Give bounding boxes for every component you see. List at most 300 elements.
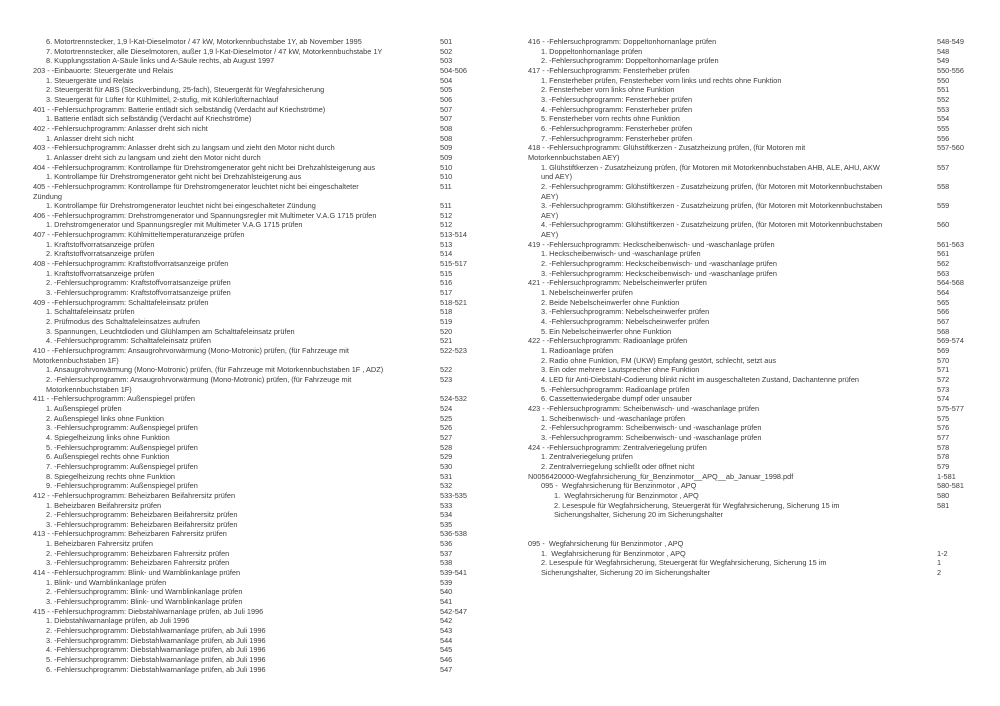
toc-row [33,587,478,597]
toc-entry-text: 3. -Fehlersuchprogramm: Glühstiftkerzen - Zusatzheizung prüfen, (für Motoren mit Motorkennbuchstaben [541,201,883,211]
toc-page-number: 524-532 [440,394,467,404]
toc-row [528,375,973,385]
toc-page-number: 1-581 [937,471,956,481]
toc-page-number: 511 [440,181,452,191]
toc-page-number: 559 [937,201,950,211]
toc-entry-text: AEY) [541,230,559,240]
toc-row-continuation [528,510,973,520]
toc-row [528,365,973,375]
toc-page-number: 568 [937,326,950,336]
toc-entry-text: 3. -Fehlersuchprogramm: Heckscheibenwisch- und -waschanlage prüfen [541,268,777,278]
toc-entry-text: 3. -Fehlersuchprogramm: Beheizbaren Fahrersitz prüfen [46,558,230,568]
toc-page-number: 540 [440,587,453,597]
toc-entry-text: 6. Cassettenwiedergabe dumpf oder unsauber [541,394,693,404]
toc-row [528,443,973,453]
toc-page-number: 547 [440,664,453,674]
toc-entry-text: 4. Spiegelheizung links ohne Funktion [46,432,170,442]
toc-entry-text: 8. Spiegelheizung rechts ohne Funktion [46,471,176,481]
toc-entry-text: 6. -Fehlersuchprogramm: Diebstahlwarnanlage prüfen, ab Juli 1996 [46,664,266,674]
toc-entry-text: 5. Fensterheber vorn rechts ohne Funktion [541,114,680,124]
toc-page-number: 536-538 [440,529,467,539]
toc-page-number: 537 [440,548,453,558]
toc-row [33,558,478,568]
toc-row [528,414,973,424]
toc-entry-text: 1. Beheizbaren Beifahrersitz prüfen [46,500,162,510]
toc-page-number: 505 [440,85,453,95]
toc-entry-text: Sicherungshalter, Sicherung 20 im Sicherungshalter [541,568,711,578]
toc-page-number: 563 [937,268,950,278]
toc-page-number: 555 [937,123,950,133]
toc-entry-text: 408 - -Fehlersuchprogramm: Kraftstoffvorratsanzeige prüfen [33,259,229,269]
toc-row [33,452,478,462]
toc-entry-text: 1. Heckscheibenwisch- und -waschanlage prüfen [541,249,701,259]
toc-row [33,462,478,472]
toc-row [33,105,478,115]
toc-page-number: 542-547 [440,606,467,616]
toc-page-number: 551 [937,85,950,95]
toc-page-number: 574 [937,394,950,404]
toc-entry-text: 402 - -Fehlersuchprogramm: Anlasser dreht sich nicht [33,123,208,133]
toc-entry-text: 1. Batterie entlädt sich selbständig (Verdacht auf Kriechströme) [46,114,252,124]
toc-row [528,298,973,308]
toc-row [528,356,973,366]
toc-row [33,317,478,327]
toc-row [528,85,973,95]
toc-row [33,491,478,501]
toc-row [33,66,478,76]
toc-entry-text: 4. -Fehlersuchprogramm: Schalttafeleinsatz prüfen [46,336,211,346]
toc-row [33,529,478,539]
toc-row [33,472,478,482]
toc-page-number: 536 [440,539,453,549]
toc-page-number: 524 [440,403,453,413]
toc-row [528,288,973,298]
toc-page-number: 1 [937,558,942,568]
toc-row [33,443,478,453]
toc-page-number: 503 [440,56,453,66]
toc-entry-text: 2. -Fehlersuchprogramm: Ansaugrohrvorwärmung (Mono-Motronic) prüfen, (für Fahrzeuge mit [46,374,352,384]
toc-page-number: 510 [440,162,453,172]
toc-row [33,346,478,356]
toc-entry-text: 2. -Fehlersuchprogramm: Scheibenwisch- und -waschanlage prüfen [541,423,762,433]
toc-entry-text: 2. Radio ohne Funktion, FM (UKW) Empfang gestört, schlecht, setzt aus [541,355,777,365]
toc-row [528,240,973,250]
toc-row [33,172,478,182]
toc-row [33,481,478,491]
toc-entry-text: 417 - -Fehlersuchprogramm: Fensterheber prüfen [528,65,690,75]
toc-page-number: 539 [440,577,453,587]
toc-entry-text: 1. Fensterheber prüfen, Fensterheber vorn links und rechts ohne Funktion [541,75,782,85]
toc-entry-text: 1. Zentralveriegelung prüfen [541,452,633,462]
toc-page-number: 527 [440,432,453,442]
toc-row [33,307,478,317]
toc-row [528,201,973,211]
toc-entry-text: 1. Wegfahrsicherung für Benzinmotor , APQ [541,548,686,558]
toc-entry-text: 2. -Fehlersuchprogramm: Blink- und Warnblinkanlage prüfen [46,587,243,597]
toc-row [33,375,478,385]
toc-entry-text: 3. -Fehlersuchprogramm: Scheibenwisch- und -waschanlage prüfen [541,432,762,442]
toc-page-number: 558 [937,181,950,191]
toc-page-number: 516 [440,278,453,288]
toc-row [33,597,478,607]
toc-entry-text: 1. Ansaugrohrvorwärmung (Mono-Motronic) prüfen, (für Fahrzeuge mit Motorkennbuchstaben 1F , ADZ) [46,365,384,375]
toc-row [528,56,973,66]
toc-row [528,269,973,279]
toc-entry-text: 9. -Fehlersuchprogramm: Außenspiegel prüfen [46,481,198,491]
toc-row [528,114,973,124]
toc-page-number: 531 [440,471,453,481]
toc-page-number: 575 [937,413,950,423]
toc-entry-text: 424 - -Fehlersuchprogramm: Zentralveriegelung prüfen [528,442,707,452]
toc-row [33,56,478,66]
toc-entry-text: 406 - -Fehlersuchprogramm: Drehstromgenerator und Spannungsregler mit Multimeter V.A.G 1715 prüfen [33,210,377,220]
toc-entry-text: 5. -Fehlersuchprogramm: Außenspiegel prüfen [46,442,198,452]
toc-entry-text: 1. Anlasser dreht sich nicht [46,133,134,143]
toc-row [528,249,973,259]
toc-entry-text: 1. Doppeltonhornanlage prüfen [541,46,643,56]
toc-entry-text: 418 - -Fehlersuchprogramm: Glühstiftkerzen - Zusatzheizung prüfen, (für Motoren mit [528,143,806,153]
toc-entry-text: 1. Blink- und Warnblinkanlage prüfen [46,577,167,587]
toc-page-number: 572 [937,374,950,384]
toc-row-continuation [528,192,973,202]
toc-page-number: 565 [937,297,950,307]
toc-page-number: 545 [440,645,453,655]
toc-entry-text: 411 - -Fehlersuchprogramm: Außenspiegel prüfen [33,394,195,404]
toc-entry-text: 4. -Fehlersuchprogramm: Fensterheber prüfen [541,104,693,114]
toc-entry-text: 2. -Fehlersuchprogramm: Kraftstoffvorratsanzeige prüfen [46,278,231,288]
toc-row [33,414,478,424]
toc-page-number: 518-521 [440,297,467,307]
toc-entry-text: 1. Radioanlage prüfen [541,346,614,355]
toc-page-number: 580 [937,490,950,500]
toc-row [528,433,973,443]
toc-entry-text: 1. Beheizbaren Fahrersitz prüfen [46,539,153,549]
toc-entry-text: 3. -Fehlersuchprogramm: Außenspiegel prüfen [46,423,198,433]
toc-row [33,230,478,240]
toc-entry-text: 2. Beide Nebelscheinwerfer ohne Funktion [541,297,680,307]
toc-row [33,153,478,163]
toc-page-number: 504 [440,75,453,85]
toc-row [33,423,478,433]
toc-row [528,549,973,559]
toc-row [33,37,478,47]
toc-entry-text: Motorkennbuchstaben 1F) [33,355,119,365]
toc-row [528,124,973,134]
toc-page-number: 580-581 [937,481,964,491]
toc-row [33,240,478,250]
toc-entry-text: N0056420000-Wegfahrsicherung_für_Benzinmotor__APQ__ab_Januar_1998.pdf [528,471,794,481]
toc-entry-text: 8. Kupplungsstation A-Säule links und A-Säule rechts, ab August 1997 [46,56,275,66]
toc-page-number: 576 [937,423,950,433]
toc-row [33,134,478,144]
toc-row [33,616,478,626]
toc-row [528,47,973,57]
toc-entry-text: 1. Anlasser dreht sich zu langsam und zieht den Motor nicht durch [46,152,261,162]
toc-page-number: 519 [440,317,453,327]
toc-row [528,220,973,230]
toc-entry-text: 413 - -Fehlersuchprogramm: Beheizbaren Fahrersitz prüfen [33,529,227,539]
toc-row [33,549,478,559]
toc-entry-text: 423 - -Fehlersuchprogramm: Scheibenwisch- und -waschanlage prüfen [528,403,760,413]
toc-page-number: 534 [440,510,453,520]
toc-entry-text: 3. -Fehlersuchprogramm: Kraftstoffvorratsanzeige prüfen [46,288,231,298]
toc-row [33,124,478,134]
toc-page-number: 560 [937,220,950,230]
toc-entry-text: und AEY) [541,172,573,182]
toc-row [528,385,973,395]
toc-entry-text: 2. Zentralverriegelung schließt oder öffnet nicht [541,461,695,471]
toc-page-number: 535 [440,519,453,529]
toc-page-number: 509 [440,143,453,153]
toc-entry-text: 095 - Wegfahrsicherung für Benzinmotor , APQ [541,481,697,491]
toc-entry-text: 2. -Fehlersuchprogramm: Diebstahlwarnanlage prüfen, ab Juli 1996 [46,626,266,636]
toc-entry-text: 7. -Fehlersuchprogramm: Außenspiegel prüfen [46,461,198,471]
toc-entry-text: 1. Kontrollampe für Drehstromgenerator leuchtet nicht bei eingeschalteter Zündung [46,201,316,211]
toc-entry-text: 4. -Fehlersuchprogramm: Glühstiftkerzen - Zusatzheizung prüfen, (für Motoren mit Motorkennbuchstaben [541,220,883,230]
toc-entry-text: 405 - -Fehlersuchprogramm: Kontrollampe für Drehstromgenerator leuchtet nicht bei eingeschalteter [33,181,359,191]
toc-entry-text: 421 - -Fehlersuchprogramm: Nebelscheinwerfer prüfen [528,278,707,288]
toc-row [528,327,973,337]
toc-entry-text: 4. -Fehlersuchprogramm: Nebelscheinwerfer prüfen [541,317,710,327]
toc-entry-text: 095 - Wegfahrsicherung für Benzinmotor , APQ [528,539,684,549]
toc-row [528,472,973,482]
toc-page-number: 567 [937,317,950,327]
toc-entry-text: 6. -Fehlersuchprogramm: Fensterheber prüfen [541,123,693,133]
toc-row [33,655,478,665]
toc-page-number: 538 [440,558,453,568]
toc-entry-text: Motorkennbuchstaben 1F) [46,384,132,394]
toc-row [528,346,973,356]
toc-row-continuation [33,356,478,366]
toc-entry-text: 3. Steuergerät für Lüfter für Kühlmittel, 2-stufig, mit Kühlerlüfternachlauf [46,94,279,104]
toc-page-number: 528 [440,442,453,452]
toc-row [33,510,478,520]
toc-page-number: 575-577 [937,403,964,413]
toc-page-number: 557-560 [937,143,964,153]
toc-page-number: 2 [937,568,942,578]
toc-entry-text: 1. Kraftstoffvorratsanzeige prüfen [46,239,155,249]
toc-entry-text: 3. -Fehlersuchprogramm: Nebelscheinwerfer prüfen [541,307,710,317]
toc-row [528,336,973,346]
toc-entry-text: 2. -Fehlersuchprogramm: Beheizbaren Fahrersitz prüfen [46,548,230,558]
toc-row [33,76,478,86]
toc-entry-text: 2. Kraftstoffvorratsanzeige prüfen [46,249,155,259]
toc-page-number: 557 [937,162,950,172]
toc-entry-text: 409 - -Fehlersuchprogramm: Schalttafeleinsatz prüfen [33,297,209,307]
toc-page-number: 533-535 [440,490,467,500]
toc-entry-text: 2. -Fehlersuchprogramm: Heckscheibenwisch- und -waschanlage prüfen [541,259,777,269]
toc-page-number: 562 [937,259,950,269]
toc-page-number: 526 [440,423,453,433]
toc-entry-text: 1. Diebstahlwarnanlage prüfen, ab Juli 1996 [46,616,190,626]
toc-row [33,163,478,173]
toc-page-number: 556 [937,133,950,143]
toc-page-number: 533 [440,500,453,510]
toc-page-number: 522-523 [440,346,467,355]
toc-page-number: 553 [937,104,950,114]
toc-page-number: 577 [937,432,950,442]
toc-page-number: 522 [440,365,453,375]
toc-row [33,501,478,511]
toc-page-number: 548-549 [937,37,964,46]
toc-entry-text: 1. Drehstromgenerator und Spannungsregler mit Multimeter V.A.G 1715 prüfen [46,220,303,230]
toc-page-number: 509 [440,152,453,162]
toc-row [528,481,973,491]
toc-page-number: 520 [440,326,453,336]
toc-row [528,259,973,269]
toc-row [33,404,478,414]
toc-page-number: 542 [440,616,453,626]
toc-row [33,211,478,221]
toc-column-left [33,37,478,674]
toc-entry-text: 2. Prüfmodus des Schalttafeleinsatzes aufrufen [46,317,200,327]
toc-page-number: 564-568 [937,278,964,288]
toc-entry-text: 2. Außenspiegel links ohne Funktion [46,413,164,423]
toc-row [528,491,973,501]
toc-page-number: 517 [440,288,453,298]
toc-entry-text: 1. Kraftstoffvorratsanzeige prüfen [46,268,155,278]
toc-page-number: 566 [937,307,950,317]
toc-page-number: 513-514 [440,230,467,240]
toc-row [528,278,973,288]
toc-page-number: 514 [440,249,453,259]
toc-page-number: 561 [937,249,950,259]
toc-row-continuation [528,211,973,221]
toc-page-number: 554 [937,114,950,124]
toc-row [528,66,973,76]
toc-page-number: 518 [440,307,453,317]
toc-page-number: 504-506 [440,65,467,75]
toc-entry-text: Sicherungshalter, Sicherung 20 im Sicherungshalter [554,510,724,520]
toc-entry-text: 4. LED für Anti-Diebstahl-Codierung blinkt nicht im ausgeschalteten Zustand, Dachantenne prüfen [541,374,860,384]
toc-entry-text: 2. Fensterheber vorn links ohne Funktion [541,85,675,95]
toc-row [528,394,973,404]
toc-entry-text: 3. Spannungen, Leuchtdioden und Glühlampen am Schalttafeleinsatz prüfen [46,326,295,336]
toc-entry-text: 2. Steuergerät für ABS (Steckverbindung, 25-fach), Steuergerät für Wegfahrsicherung [46,85,325,95]
toc-page-number: 578 [937,442,950,452]
toc-row [33,520,478,530]
toc-page-number: 529 [440,452,453,462]
toc-page-number: 507 [440,114,453,124]
toc-page-number: 539-541 [440,568,467,578]
toc-page-number: 541 [440,597,453,607]
toc-entry-text: 1. Außenspiegel prüfen [46,403,122,413]
toc-page-number: 525 [440,413,453,423]
toc-entry-text: 422 - -Fehlersuchprogramm: Radioanlage prüfen [528,336,688,346]
toc-page-number: 507 [440,104,453,114]
toc-row [33,327,478,337]
toc-row [528,568,973,578]
toc-entry-text: 3. -Fehlersuchprogramm: Diebstahlwarnanlage prüfen, ab Juli 1996 [46,635,266,645]
toc-entry-text: 3. -Fehlersuchprogramm: Beheizbaren Beifahrersitz prüfen [46,519,238,529]
toc-row-continuation [528,230,973,240]
toc-row [528,452,973,462]
toc-entry-text: Zündung [33,191,62,201]
toc-row [33,288,478,298]
toc-row [33,278,478,288]
toc-entry-text: 419 - -Fehlersuchprogramm: Heckscheibenwisch- und -waschanlage prüfen [528,239,775,249]
toc-entry-text: 415 - -Fehlersuchprogramm: Diebstahlwarnanlage prüfen, ab Juli 1996 [33,606,264,616]
toc-page-number: 512 [440,210,453,220]
toc-row [528,105,973,115]
toc-entry-text: 3. -Fehlersuchprogramm: Fensterheber prüfen [541,94,693,104]
toc-page-number: 508 [440,133,453,143]
toc-row [33,220,478,230]
toc-row [33,182,478,192]
toc-page-number: 510 [440,172,453,182]
toc-entry-text: 1. Wegfahrsicherung für Benzinmotor , APQ [554,490,699,500]
toc-row [33,394,478,404]
toc-page-number: 508 [440,123,453,133]
toc-row [528,404,973,414]
toc-row [33,259,478,269]
toc-entry-text: 2. Lesespule für Wegfahrsicherung, Steuergerät für Wegfahrsicherung, Sicherung 15 im [554,500,840,510]
toc-page-number: 581 [937,500,950,510]
toc-row [528,182,973,192]
toc-row [33,568,478,578]
toc-row [33,249,478,259]
toc-page-number: 512 [440,220,453,230]
toc-spacer-row [528,520,973,530]
toc-row [528,462,973,472]
toc-row [528,134,973,144]
toc-row [33,114,478,124]
toc-entry-text: 4. -Fehlersuchprogramm: Diebstahlwarnanlage prüfen, ab Juli 1996 [46,645,266,655]
toc-entry-text: 2. -Fehlersuchprogramm: Beheizbaren Beifahrersitz prüfen [46,510,238,520]
toc-entry-text: 1. Steuergeräte und Relais [46,75,134,85]
toc-page-number: 511 [440,201,452,211]
toc-page-number: 549 [937,56,950,66]
toc-page-number: 548 [937,46,950,56]
toc-page-number: 570 [937,355,950,365]
toc-page-number: 543 [440,626,453,636]
toc-page-number: 564 [937,288,950,298]
toc-row [33,607,478,617]
toc-column-right [528,37,973,578]
toc-entry-text: 412 - -Fehlersuchprogramm: Beheizbaren Beifahrersitz prüfen [33,490,236,500]
toc-page-number: 550 [937,75,950,85]
toc-entry-text: 407 - -Fehlersuchprogramm: Kühlmitteltemperaturanzeige prüfen [33,230,245,240]
toc-page-number: 523 [440,374,453,384]
toc-row-continuation [33,385,478,395]
toc-page-number: 506 [440,94,453,104]
toc-row [528,143,973,153]
toc-page-number: 1-2 [937,548,948,558]
toc-entry-text: 5. -Fehlersuchprogramm: Radioanlage prüfen [541,384,690,394]
toc-row [33,143,478,153]
toc-row [528,501,973,511]
toc-entry-text: 203 - -Einbauorte: Steuergeräte und Relais [33,65,174,75]
toc-entry-text: 1. Kontrollampe für Drehstromgenerator geht nicht bei Drehzahlsteigerung aus [46,172,302,182]
toc-entry-text: 2. -Fehlersuchprogramm: Glühstiftkerzen - Zusatzheizung prüfen, (für Motoren mit Motorkennbuchstaben [541,181,883,191]
toc-entry-text: 2. Lesespule für Wegfahrsicherung, Steuergerät für Wegfahrsicherung, Sicherung 15 im [541,558,827,568]
toc-entry-text: 1. Glühstiftkerzen - Zusatzheizung prüfen, (für Motoren mit Motorkennbuchstaben AHB, ALE, AHU, AKW [541,162,880,172]
toc-page-number: 502 [440,46,453,56]
toc-row [528,163,973,173]
toc-spacer-row [528,529,973,539]
toc-row [33,365,478,375]
toc-row [33,636,478,646]
toc-row [33,201,478,211]
toc-row [33,85,478,95]
toc-page-number: 561-563 [937,239,964,249]
toc-row [33,665,478,675]
toc-entry-text: AEY) [541,191,559,201]
toc-row [33,269,478,279]
toc-entry-text: 1. Scheibenwisch- und -waschanlage prüfen [541,413,686,423]
toc-entry-text: 6. Motortrennstecker, 1,9 l-Kat-Dieselmotor / 47 kW, Motorkennbuchstabe 1Y, ab November 1995 [46,37,362,46]
toc-row [528,317,973,327]
